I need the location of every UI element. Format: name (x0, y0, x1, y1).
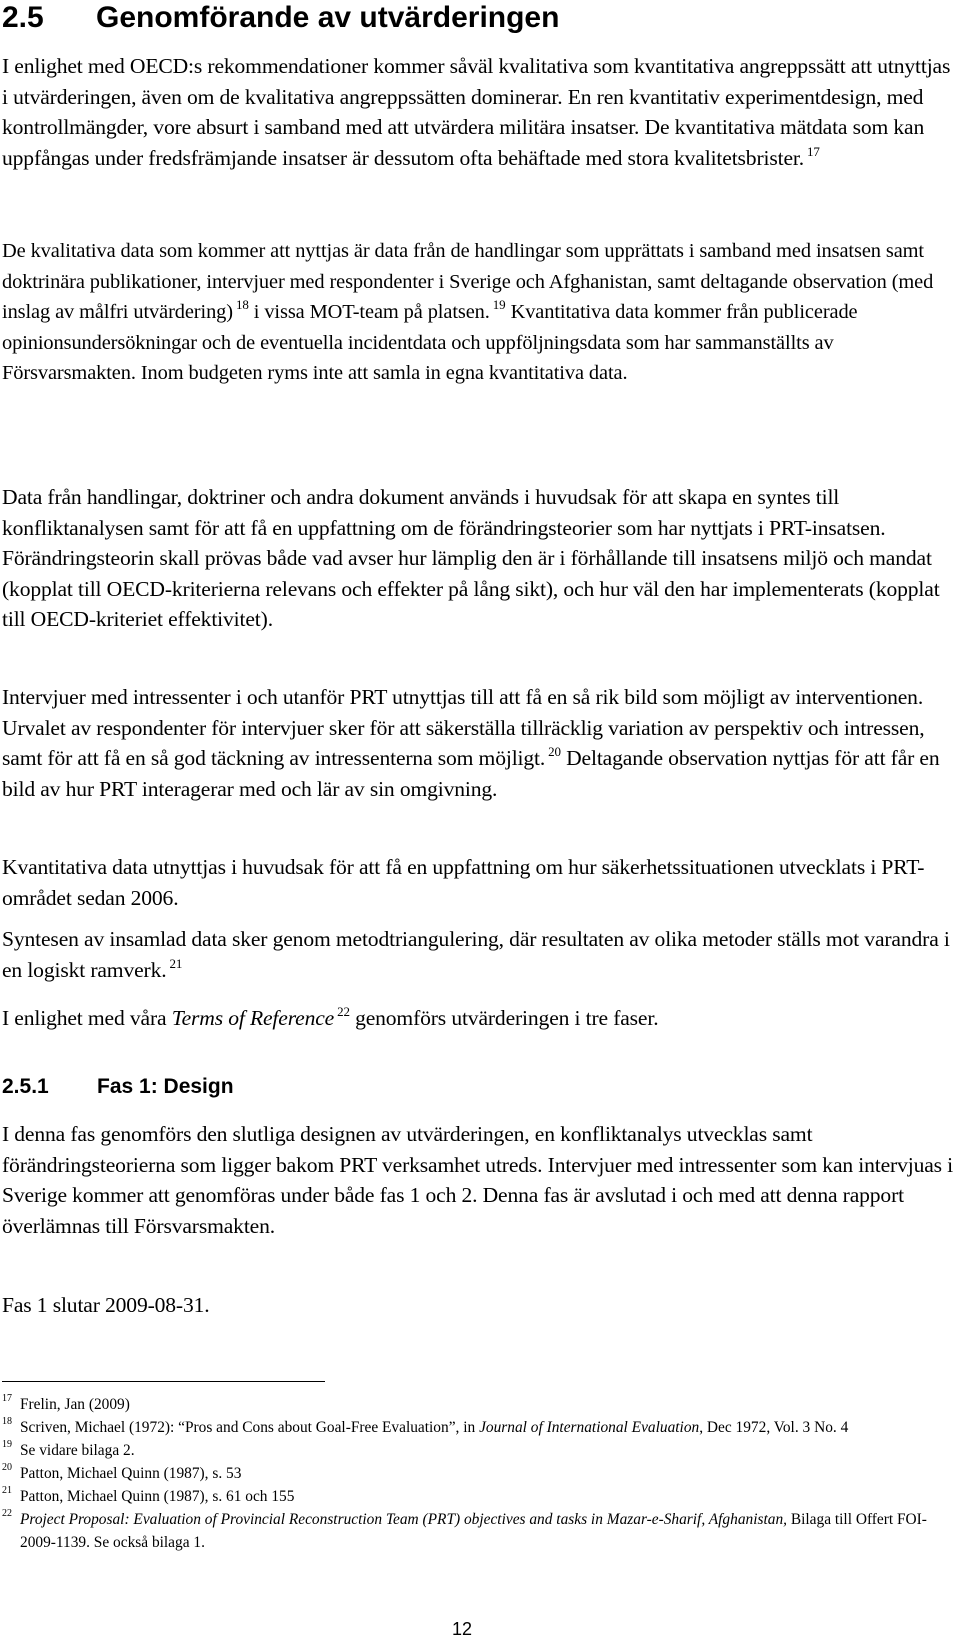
footnote-17 (2, 1393, 958, 1416)
paragraph-4-text-a: Intervjuer med intressenter i och utanför PRT utnyttjas till att få en så rik bild som möjligt av interventionen. Urvalet av respondenter för intervjuer sker för att säkerställa tillräcklig variation av perspektiv och intressen, samt för att få en så god täckning av intressenterna som möjligt. (2, 685, 925, 771)
footnote-text: Se vidare bilaga 2. (20, 1442, 135, 1459)
paragraph-2 (2, 236, 958, 389)
footnote-text: Frelin, Jan (2009) (20, 1396, 130, 1413)
paragraph-5-text: Kvantitativa data utnyttjas i huvudsak för att få en uppfattning om hur säkerhetssituationen utvecklats i PRT-området sedan 2006. (2, 855, 925, 910)
footnote-ref-19: 19 (492, 297, 506, 313)
paragraph-2-text-a: De kvalitativa data som kommer att nyttjas är data från de handlingar som upprättats i samband med insatsen samt doktrinära publikationer, intervjuer med respondenter i Sverige och Afghanistan, samt deltagande observation (med inslag av målfri utvärdering) (2, 240, 934, 324)
section-heading (2, 0, 559, 36)
section-number: 2.5 (2, 1, 44, 34)
paragraph-1-text: I enlighet med OECD:s rekommendationer kommer såväl kvalitativa som kvantitativa angreppssätt att utnyttjas i utvärderingen, även om de kvalitativa angreppssätten dominerar. En ren kvantitativ experimentdesign, med kontrollmängder, vore absurt i samband med att utvärdera militära insatser. De kvantitativa mätdata som kan uppfångas under fredsfrämjande insatser är dessutom ofta behäftade med stora kvalitetsbrister. (2, 54, 951, 170)
footnote-number: 22 (2, 1508, 12, 1519)
paragraph-3 (2, 482, 958, 635)
paragraph-4-text-b: Deltagande observation nyttjas för att får en bild av hur PRT interagerar med och lär av sin omgivning. (2, 746, 940, 801)
footnote-number: 18 (2, 1416, 12, 1427)
footnote-ref-17: 17 (806, 143, 820, 159)
footnotes (2, 1393, 958, 1554)
fas1-paragraph-1 (2, 1119, 958, 1241)
paragraph-3-text: Data från handlingar, doktriner och andra dokument används i huvudsak för att skapa en syntes till konfliktanalysen samt för att få en uppfattning om de förändringsteorier som har nyttjats i PRT-insatsen. Förändringsteorin skall prövas både vad avser hur lämplig den är i förhållande till insatsens miljö och mandat (kopplat till OECD-kriterierna relevans och effekter på lång sikt), och hur väl den har implementerats (kopplat till OECD-kriteriet effektivitet). (2, 485, 940, 632)
paragraph-7-text-a: I enlighet med våra (2, 1006, 167, 1030)
subsection-title: Fas 1: Design (97, 1075, 234, 1098)
page-number: 12 (452, 1619, 473, 1639)
footnote-text: Patton, Michael Quinn (1987), s. 61 och 155 (20, 1488, 295, 1505)
footnote-ref-21: 21 (169, 955, 183, 971)
paragraph-4 (2, 682, 958, 804)
footnote-18 (2, 1416, 958, 1439)
fas1-paragraph-1-text: I denna fas genomförs den slutliga designen av utvärderingen, en konfliktanalys utvecklas samt förändringsteorierna som ligger bakom PRT verksamhet utreds. Intervjuer med intressenter som kan intervjuas i Sverige kommer att genomföras under både fas 1 och 2. Denna fas är avslutad i och med att denna rapport överlämnas till Försvarsmakten. (2, 1122, 954, 1238)
paragraph-7 (2, 1003, 958, 1034)
footnote-text-b: Bilaga till Offert FOI-2009-1139. Se också bilaga 1. (20, 1511, 927, 1551)
footnote-separator (2, 1381, 325, 1382)
paragraph-7-text-b: genomförs utvärderingen i tre faser. (355, 1006, 659, 1030)
fas1-paragraph-2-text: Fas 1 slutar 2009-08-31. (2, 1293, 210, 1317)
footnote-number: 21 (2, 1485, 12, 1496)
footnote-number: 19 (2, 1439, 12, 1450)
footnote-20 (2, 1462, 958, 1485)
footnote-number: 17 (2, 1393, 12, 1404)
subsection-number: 2.5.1 (2, 1075, 49, 1098)
fas1-paragraph-2 (2, 1290, 958, 1321)
footnote-ref-22: 22 (337, 1004, 350, 1019)
footnote-journal-title: Journal of International Evaluation (479, 1419, 700, 1436)
footnote-21 (2, 1485, 958, 1508)
paragraph-1 (2, 51, 958, 173)
subsection-heading (2, 1074, 234, 1100)
paragraph-6-text: Syntesen av insamlad data sker genom metodtriangulering, där resultaten av olika metoder ställs mot varandra i en logiskt ramverk. (2, 927, 950, 982)
paragraph-6 (2, 924, 958, 985)
footnote-19 (2, 1439, 958, 1462)
footnote-project-title: Project Proposal: Evaluation of Provincial Reconstruction Team (PRT) objectives and tasks in Mazar-e-Sharif, Afghanistan, (20, 1511, 787, 1528)
footnote-ref-18: 18 (235, 297, 249, 313)
footnote-text-b: , Dec 1972, Vol. 3 No. 4 (699, 1419, 849, 1436)
paragraph-2-text-c: Kvantitativa data kommer från publicerade opinionsundersökningar och de eventuella incidentdata och uppföljningsdata som har sammanställts av Försvarsmakten. Inom budgeten ryms inte att samla in egna kvantitativa data. (2, 301, 858, 385)
footnote-text-a: Scriven, Michael (1972): “Pros and Cons about Goal-Free Evaluation”, in (20, 1419, 476, 1436)
paragraph-2-text-b: i vissa MOT-team på platsen. (253, 301, 490, 324)
footnote-22 (2, 1508, 958, 1554)
paragraph-5 (2, 852, 958, 913)
section-title: Genomförande av utvärderingen (96, 1, 560, 34)
footnote-number: 20 (2, 1462, 12, 1473)
terms-of-reference: Terms of Reference (171, 1006, 335, 1030)
footnote-ref-20: 20 (548, 744, 561, 760)
footnote-text: Patton, Michael Quinn (1987), s. 53 (20, 1465, 242, 1482)
